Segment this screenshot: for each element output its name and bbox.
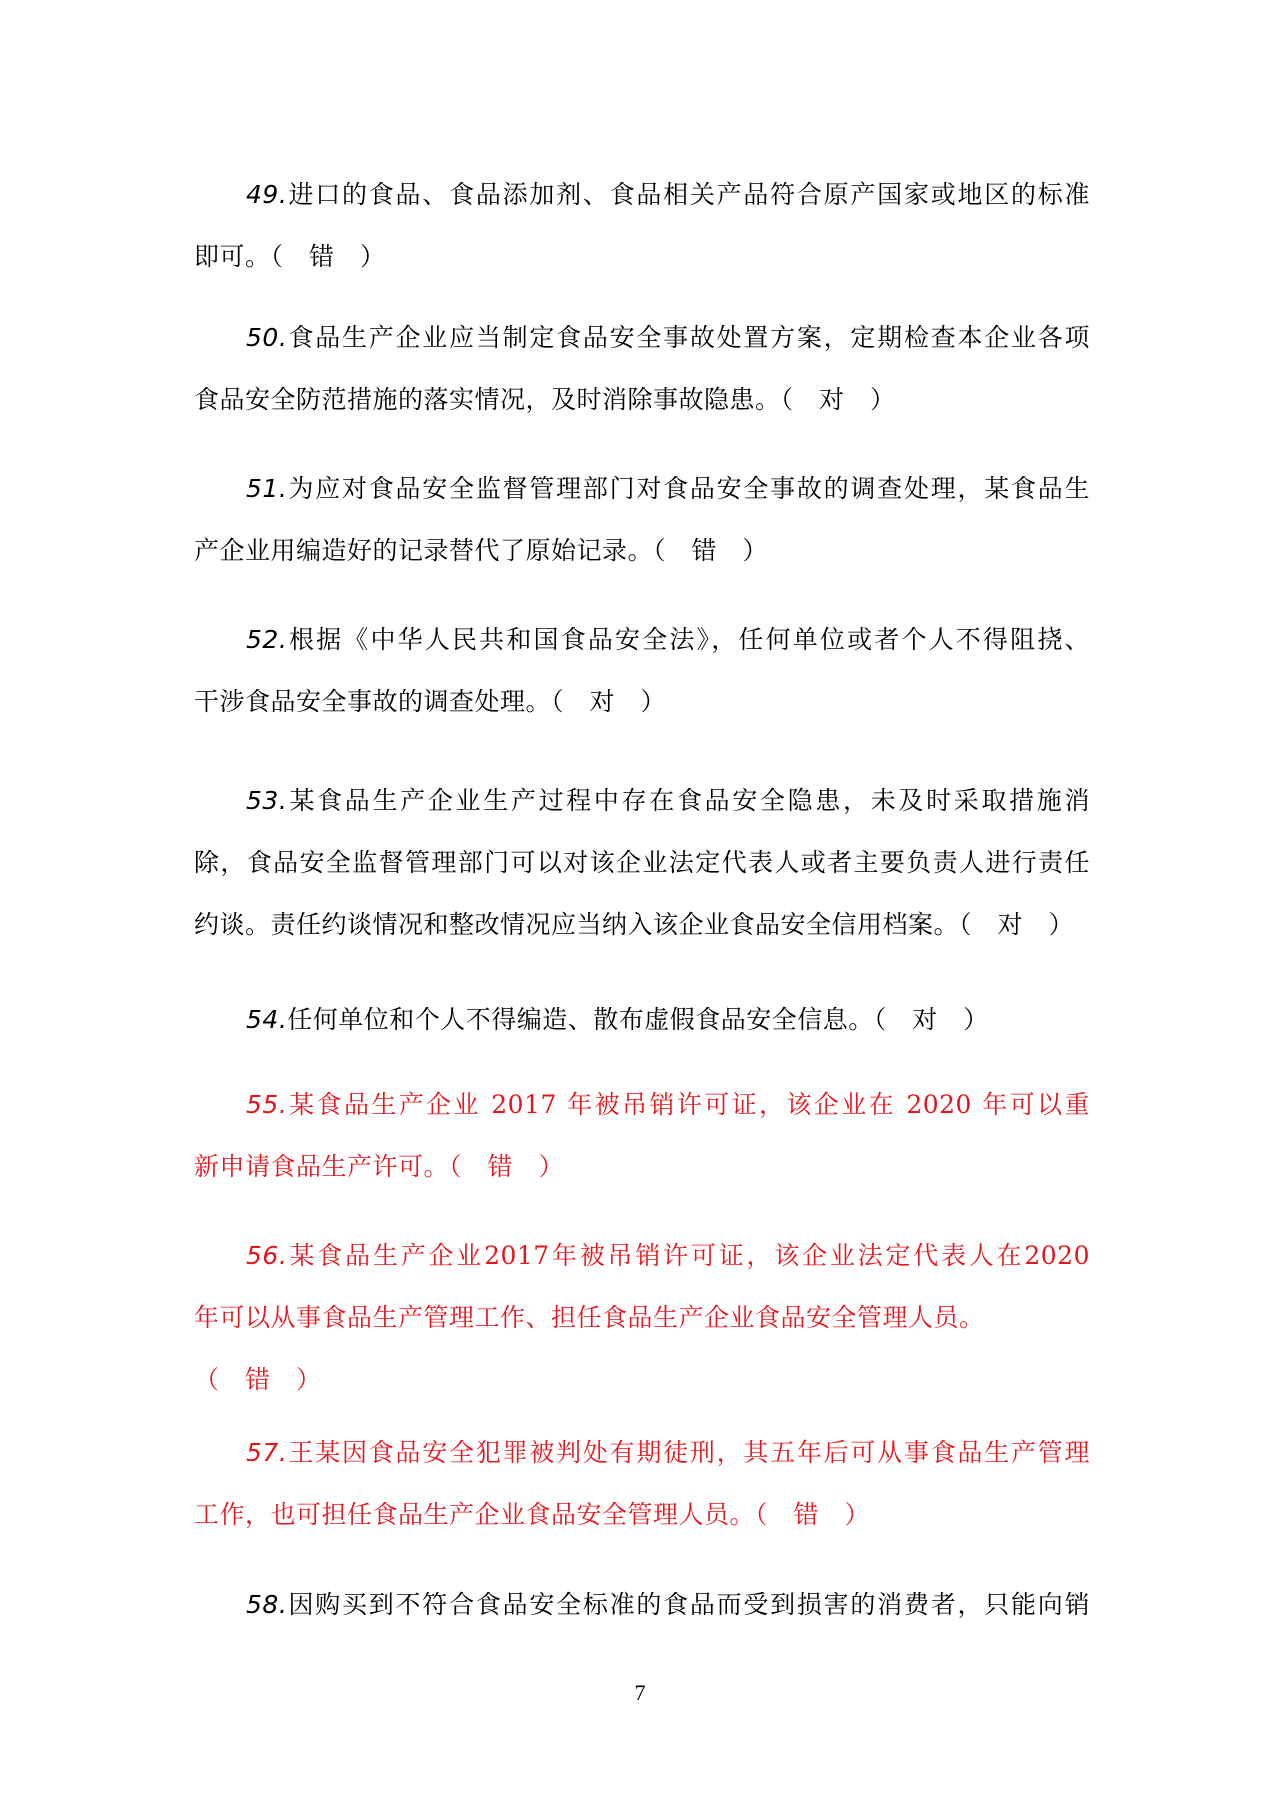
question-text: 某食品生产企业生产过程中存在食品安全隐患，未及时采取措施消 [287, 786, 1090, 815]
question-number: 50 [246, 323, 279, 352]
question-58: 58.因购买到不符合食品安全标准的食品而受到损害的消费者，只能向销 [246, 1590, 1090, 1619]
question-number: 55 [246, 1090, 279, 1119]
question-number: 58 [246, 1590, 279, 1619]
question-number: 56 [246, 1241, 279, 1270]
question-text: 产企业用编造好的记录替代了原始记录。（ 错 ） [194, 536, 769, 565]
question-text: 工作，也可担任食品生产企业食品安全管理人员。（ 错 ） [194, 1500, 871, 1529]
question-text: 王某因食品安全犯罪被判处有期徒刑，其五年后可从事食品生产管理 [287, 1438, 1090, 1467]
question-52: 52.根据《中华人民共和国食品安全法》，任何单位或者个人不得阻挠、 干涉食品安全事故的调查处理。（ 对 ） [194, 609, 1090, 733]
question-55: 55.某食品生产企业 2017 年被吊销许可证，该企业在 2020 年可以重 新申请食品生产许可。（ 错 ） [194, 1074, 1090, 1198]
question-text: 进口的食品、食品添加剂、食品相关产品符合原产国家或地区的标准 [287, 180, 1090, 209]
question-text: 干涉食品安全事故的调查处理。（ 对 ） [194, 687, 667, 716]
question-text: 根据《中华人民共和国食品安全法》，任何单位或者个人不得阻挠、 [287, 625, 1090, 654]
question-text: 食品生产企业应当制定食品安全事故处置方案，定期检查本企业各项 [287, 323, 1090, 352]
question-text: 因购买到不符合食品安全标准的食品而受到损害的消费者，只能向销 [287, 1590, 1090, 1619]
question-text: 某食品生产企业2017年被吊销许可证，该企业法定代表人在2020 [287, 1241, 1090, 1270]
question-54: 54.任何单位和个人不得编造、散布虚假食品安全信息。（ 对 ） [246, 1005, 989, 1034]
question-text: 食品安全防范措施的落实情况，及时消除事故隐患。（ 对 ） [194, 385, 896, 414]
question-number: 57 [246, 1438, 279, 1467]
question-text: 新申请食品生产许可。（ 错 ） [194, 1152, 565, 1181]
question-text: 为应对食品安全监督管理部门对食品安全事故的调查处理，某食品生 [287, 474, 1090, 503]
question-51: 51.为应对食品安全监督管理部门对食品安全事故的调查处理，某食品生 产企业用编造好的记录替代了原始记录。（ 错 ） [194, 458, 1090, 582]
question-number: 54 [246, 1005, 279, 1034]
question-text: 任何单位和个人不得编造、散布虚假食品安全信息。（ 对 ） [287, 1005, 989, 1034]
question-text: 除，食品安全监督管理部门可以对该企业法定代表人或者主要负责人进行责任 [194, 848, 1090, 877]
question-57: 57.王某因食品安全犯罪被判处有期徒刑，其五年后可从事食品生产管理 工作，也可担任食品生产企业食品安全管理人员。（ 错 ） [194, 1422, 1090, 1546]
question-number: 49 [246, 180, 279, 209]
question-56: 56.某食品生产企业2017年被吊销许可证，该企业法定代表人在2020 年可以从事食品生产管理工作、担任食品生产企业食品安全管理人员。 （ 错 ） [194, 1225, 1090, 1411]
question-50: 50.食品生产企业应当制定食品安全事故处置方案，定期检查本企业各项 食品安全防范措施的落实情况，及时消除事故隐患。（ 对 ） [194, 307, 1090, 431]
question-number: 52 [246, 625, 279, 654]
question-number: 53 [246, 786, 279, 815]
question-text: 即可。（ 错 ） [194, 242, 386, 271]
page-number: 7 [634, 1680, 646, 1705]
question-number: 51 [246, 474, 279, 503]
question-53: 53.某食品生产企业生产过程中存在食品安全隐患，未及时采取措施消 除，食品安全监督管理部门可以对该企业法定代表人或者主要负责人进行责任 约谈。责任约谈情况和整改情况应当纳入该企业食品安全信用档案。（ 对 ） [194, 770, 1090, 956]
question-text: 年可以从事食品生产管理工作、担任食品生产企业食品安全管理人员。 [194, 1303, 985, 1332]
question-text: （ 错 ） [194, 1365, 322, 1394]
question-49: 49.进口的食品、食品添加剂、食品相关产品符合原产国家或地区的标准 即可。（ 错 ） [194, 164, 1090, 288]
question-text: 某食品生产企业 2017 年被吊销许可证，该企业在 2020 年可以重 [287, 1090, 1090, 1119]
question-text: 约谈。责任约谈情况和整改情况应当纳入该企业食品安全信用档案。（ 对 ） [194, 910, 1075, 939]
